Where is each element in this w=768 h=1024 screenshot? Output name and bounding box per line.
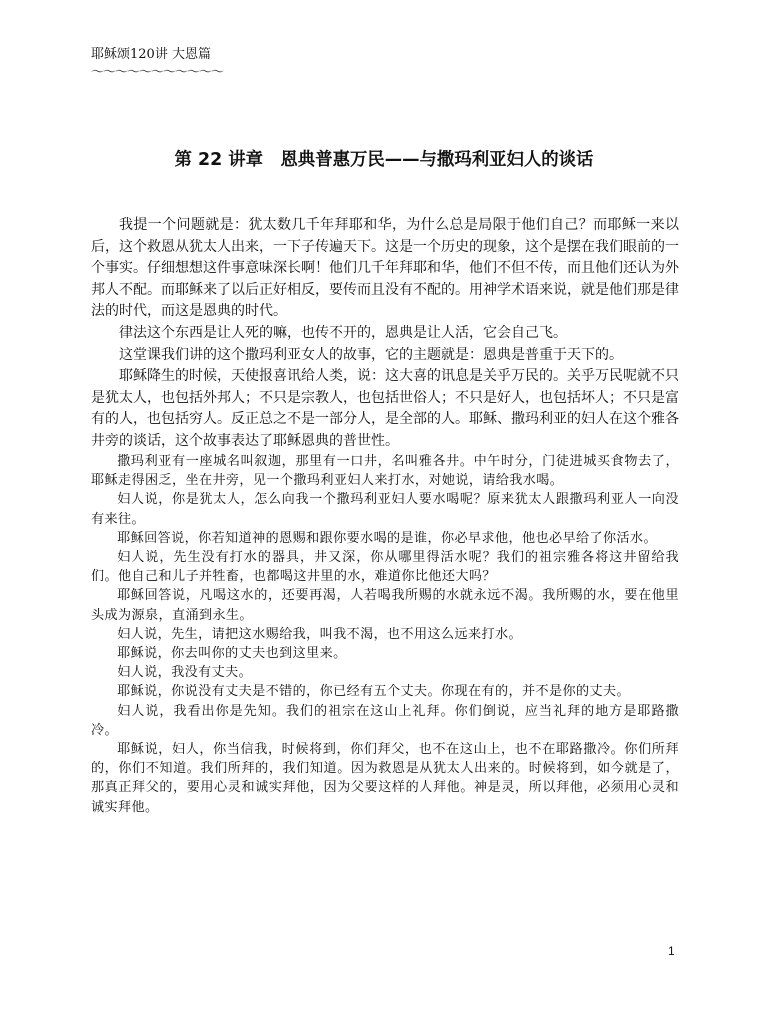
paragraph: 耶稣回答说，你若知道神的恩赐和跟你要水喝的是谁，你必早求他，他也必早给了你活水。 xyxy=(117,530,657,546)
chapter-title: 第 22 讲章 恩典普惠万民——与撒玛利亚妇人的谈话 xyxy=(174,150,594,170)
paragraph: 我提一个问题就是：犹太数几千年拜耶和华，为什么总是局限于他们自己？而耶稣一来以后，这个救恩从犹太人出来，一下子传遍天下。这是一个历史的现象，这个是摆在我们眼前的一个事实。仔细想想这件事意味深长啊！他们几千年拜耶和华，他们不但不传，而且他们还认为外邦人不配。而耶稣来了以后正好相反，要传而且没有不配的。用神学术语来说，就是他们那是律法的时代，而这是恩典的时代。 xyxy=(91,217,679,320)
paragraph: 耶稣回答说，凡喝这水的，还要再渴，人若喝我所赐的水就永远不渴。我所赐的水，要在他里头成为源泉，直涌到永生。 xyxy=(91,588,679,623)
paragraph: 这堂课我们讲的这个撒玛利亚女人的故事，它的主题就是：恩典是普重于天下的。 xyxy=(119,346,623,363)
header-tilde-rule: ～～～～～～～～～～～ xyxy=(91,65,224,80)
paragraph: 妇人说，先生，请把这水赐给我，叫我不渴，也不用这么远来打水。 xyxy=(117,626,522,642)
paragraph: 律法这个东西是让人死的嘛，也传不开的，恩典是让人活，它会自己飞。 xyxy=(119,324,567,341)
paragraph: 妇人说，我没有丈夫。 xyxy=(117,665,253,681)
body-text-serif xyxy=(91,452,679,817)
body-text-sans xyxy=(91,215,679,453)
paragraph: 耶稣说，妇人，你当信我，时候将到，你们拜父，也不在这山上，也不在耶路撒冷。你们所拜的，你们不知道。我们所拜的，我们知道。因为救恩是从犹太人出来的。时候将到，如今就是了， 那真正拜父的，要用心灵和诚实拜他，因为父要这样的人拜他。神是灵，所以拜他，必须用心灵和诚实拜他。 xyxy=(91,742,679,815)
paragraph: 耶稣说，你去叫你的丈夫也到这里来。 xyxy=(117,646,347,662)
paragraph: 撒玛利亚有一座城名叫叙迦，那里有一口井，名叫雅各井。中午时分，门徒进城买食物去了，耶稣走得困乏，坐在井旁，见一个撒玛利亚妇人来打水，对她说，请给我水喝。 xyxy=(91,454,679,489)
paragraph: 妇人说，先生没有打水的器具，井又深，你从哪里得活水呢？我们的祖宗雅各将这井留给我们。他自己和儿子并牲畜，也都喝这井里的水，难道你比他还大吗？ xyxy=(91,550,679,585)
paragraph: 耶稣说，你说没有丈夫是不错的，你已经有五个丈夫。你现在有的，并不是你的丈夫。 xyxy=(117,684,630,700)
paragraph: 妇人说，我看出你是先知。我们的祖宗在这山上礼拜。你们倒说，应当礼拜的地方是耶路撒冷。 xyxy=(91,703,679,738)
page-number: 1 xyxy=(668,944,675,958)
paragraph: 妇人说，你是犹太人，怎么向我一个撒玛利亚妇人要水喝呢？原来犹太人跟撒玛利亚人一向没有来往。 xyxy=(91,492,679,527)
paragraph: 耶稣降生的时候，天使报喜讯给人类，说：这大喜的讯息是关乎万民的。关乎万民呢就不只是犹太人，也包括外邦人；不只是宗教人，也包括世俗人；不只是好人，也包括坏人；不只是富有的人，也包括穷人。反正总之不是一部分人，是全部的人。耶稣、撒玛利亚的妇人在这个雅各井旁的谈话，这个故事表达了耶稣恩典的普世性。 xyxy=(91,368,679,449)
running-header: 耶稣颂120讲 大恩篇 xyxy=(91,47,211,62)
